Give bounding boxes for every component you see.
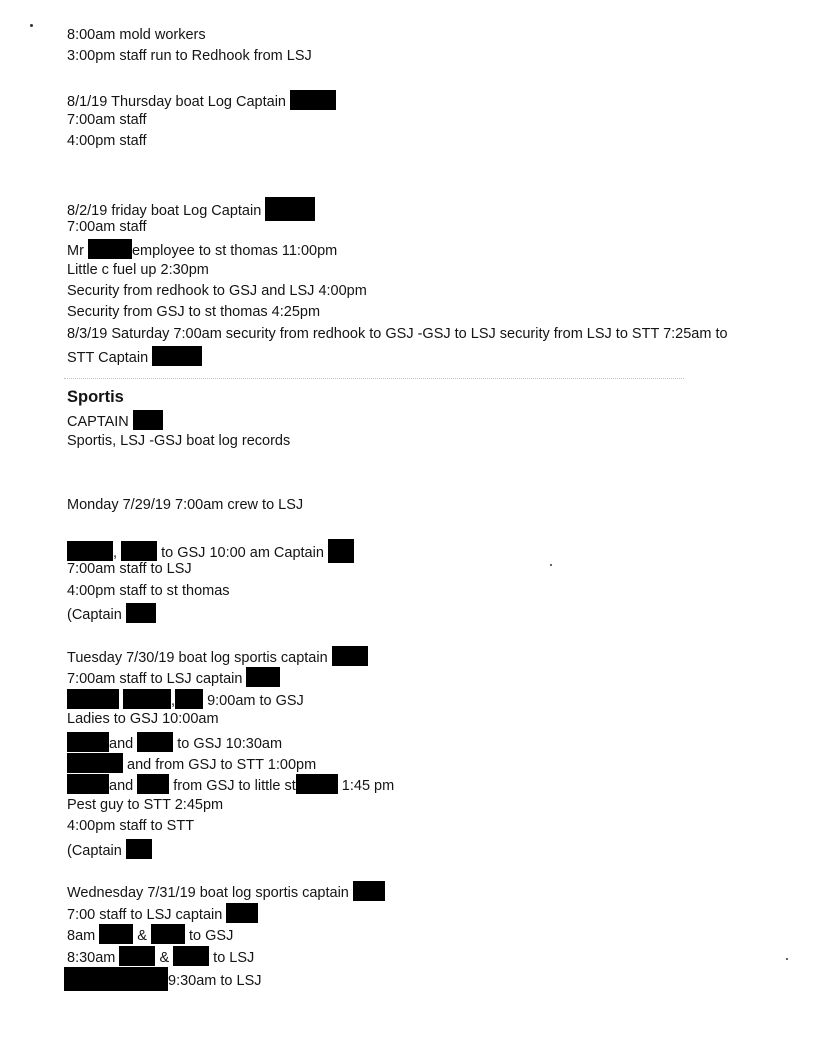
- redaction-box: [328, 539, 354, 563]
- log-line: and from GSJ to STT 1:00pm: [67, 753, 316, 771]
- log-entry-date: Monday 7/29/19 7:00am crew to LSJ: [67, 497, 304, 513]
- log-line: 7:00am staff: [67, 112, 147, 128]
- redaction-box: [67, 689, 119, 709]
- log-line: 9:30am to LSJ: [64, 967, 262, 985]
- log-line: 4:00pm staff to STT: [67, 818, 195, 834]
- log-line: Security from GSJ to st thomas 4:25pm: [67, 304, 321, 320]
- log-line: 8am & to GSJ: [67, 924, 233, 942]
- scan-speck: [786, 958, 788, 960]
- redaction-box: [137, 774, 169, 794]
- log-line: Little c fuel up 2:30pm: [67, 262, 209, 278]
- redaction-box: [67, 774, 109, 794]
- redaction-box: [119, 946, 155, 966]
- log-line: Security from redhook to GSJ and LSJ 4:00pm: [67, 283, 367, 299]
- redaction-box: [296, 774, 338, 794]
- log-line: Sportis, LSJ -GSJ boat log records: [67, 433, 291, 449]
- log-line: 8:30am & to LSJ: [67, 946, 254, 964]
- log-line: 4:00pm staff: [67, 133, 147, 149]
- log-line: , 9:00am to GSJ: [67, 689, 304, 707]
- log-entry-date: Wednesday 7/31/19 boat log sportis captain: [67, 881, 385, 899]
- redaction-box: [265, 197, 315, 221]
- redaction-box: [246, 667, 280, 687]
- redaction-box: [64, 967, 168, 991]
- log-entry-date: 8/2/19 friday boat Log Captain: [67, 197, 315, 215]
- redaction-box: [290, 90, 336, 110]
- log-line: 8/3/19 Saturday 7:00am security from redhook to GSJ -GSJ to LSJ security from LSJ to STT 7:25am to: [67, 326, 728, 342]
- log-line: 7:00am staff to LSJ: [67, 561, 192, 577]
- redaction-box: [173, 946, 209, 966]
- log-line: 8:00am mold workers: [67, 27, 206, 43]
- scan-speck: [550, 564, 552, 566]
- section-heading: Sportis: [67, 388, 124, 406]
- redaction-box: [88, 239, 132, 259]
- log-line: 4:00pm staff to st thomas: [67, 583, 230, 599]
- redaction-box: [137, 732, 173, 752]
- redaction-box: [67, 753, 123, 773]
- redaction-box: [126, 603, 156, 623]
- log-line: (Captain: [67, 603, 156, 621]
- redaction-box: [123, 689, 171, 709]
- log-line: , to GSJ 10:00 am Captain: [67, 539, 354, 557]
- redaction-box: [126, 839, 152, 859]
- log-line: 3:00pm staff run to Redhook from LSJ: [67, 48, 312, 64]
- scan-speck: [30, 24, 33, 27]
- log-entry-date: 8/1/19 Thursday boat Log Captain: [67, 90, 336, 108]
- log-line: 7:00 staff to LSJ captain: [67, 903, 258, 921]
- log-line: and from GSJ to little st 1:45 pm: [67, 774, 394, 792]
- redaction-box: [151, 924, 185, 944]
- log-line: Ladies to GSJ 10:00am: [67, 711, 219, 727]
- redaction-box: [226, 903, 258, 923]
- log-line: CAPTAIN: [67, 410, 163, 428]
- redaction-box: [67, 541, 113, 561]
- redaction-box: [99, 924, 133, 944]
- scan-artifact-line: [64, 378, 684, 380]
- log-line: 7:00am staff: [67, 219, 147, 235]
- redaction-box: [67, 732, 109, 752]
- redaction-box: [133, 410, 163, 430]
- log-line: 7:00am staff to LSJ captain: [67, 667, 280, 685]
- log-line: and to GSJ 10:30am: [67, 732, 282, 750]
- redaction-box: [353, 881, 385, 901]
- redaction-box: [175, 689, 203, 709]
- log-line: Pest guy to STT 2:45pm: [67, 797, 224, 813]
- log-line: Mr employee to st thomas 11:00pm: [67, 239, 337, 257]
- redaction-box: [152, 346, 202, 366]
- log-entry-date: Tuesday 7/30/19 boat log sportis captain: [67, 646, 368, 664]
- redaction-box: [121, 541, 157, 561]
- log-line: STT Captain: [67, 346, 202, 364]
- log-line: (Captain: [67, 839, 152, 857]
- redaction-box: [332, 646, 368, 666]
